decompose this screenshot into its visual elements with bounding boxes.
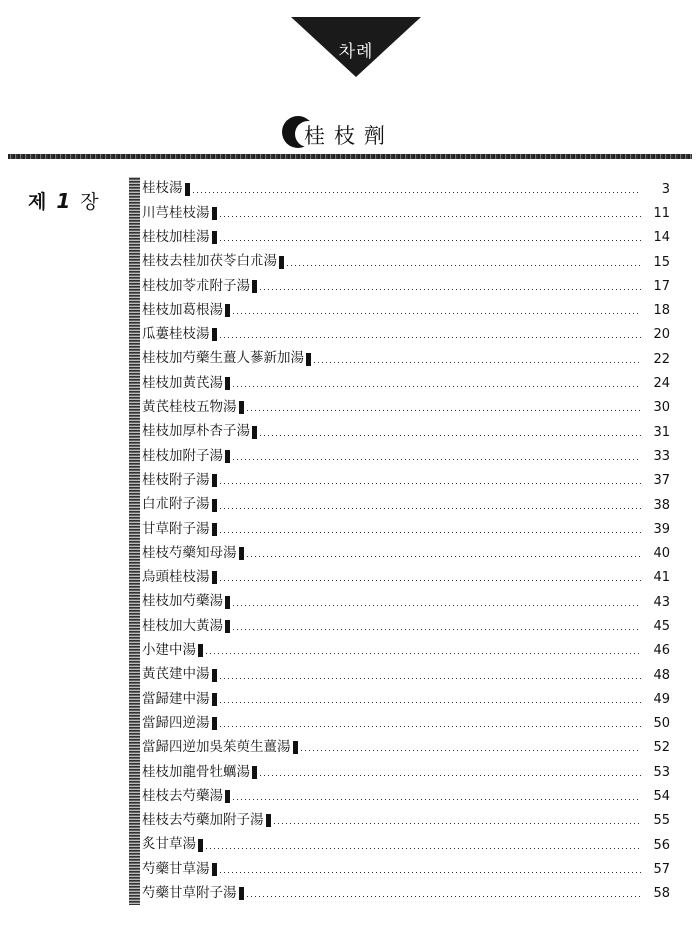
chapter-prefix: 제 (28, 191, 47, 213)
title-end-mark-icon (239, 401, 244, 414)
toc-entry-title-text: 桂枝加附子湯 (142, 447, 223, 464)
toc-entry-title (142, 255, 284, 269)
toc-entry-page: 39 (653, 521, 670, 537)
title-end-mark-icon (212, 693, 217, 706)
title-end-mark-icon (212, 571, 217, 584)
title-end-mark-icon (225, 790, 230, 803)
dot-leader (220, 702, 642, 703)
dot-leader (220, 580, 642, 581)
toc-entry-title-text: 芍藥甘草湯 (142, 860, 210, 877)
toc-entry-title (142, 617, 230, 634)
toc-entry-title-text: 桂枝加厚朴杏子湯 (142, 423, 250, 440)
dot-leader (233, 605, 641, 606)
toc-entry[interactable] (142, 493, 670, 517)
toc-entry[interactable] (142, 784, 670, 808)
toc-entry-title (142, 571, 217, 585)
toc-entry[interactable] (142, 274, 670, 298)
toc-entry-page: 50 (653, 716, 670, 732)
dot-leader (220, 337, 642, 338)
toc-entry-title-text: 瓜蔞桂枝湯 (142, 326, 210, 343)
toc-entry-page: 49 (653, 691, 670, 707)
section-heading (280, 112, 440, 152)
title-end-mark-icon (279, 256, 284, 269)
toc-entry-title (142, 352, 311, 366)
toc-entry-title-text: 甘草附子湯 (142, 520, 210, 537)
toc-entry[interactable] (142, 517, 670, 541)
toc-entry-title (142, 595, 230, 609)
toc-entry[interactable] (142, 639, 670, 663)
toc-entry-title (142, 447, 230, 464)
toc-entry-title-text: 桂枝加黃芪湯 (142, 374, 223, 391)
dot-leader (274, 823, 642, 824)
title-end-mark-icon (212, 328, 217, 341)
toc-entry-page: 54 (653, 789, 670, 805)
toc-entry-title-text: 桂枝芍藥知母湯 (142, 544, 237, 561)
toc-entry[interactable] (142, 250, 670, 274)
toc-entry-page: 37 (653, 473, 670, 489)
toc-entry-title (142, 763, 257, 780)
toc-entry-page: 38 (653, 497, 670, 513)
title-end-mark-icon (198, 644, 203, 657)
title-end-mark-icon (212, 669, 217, 682)
toc-entry-title-text: 川芎桂枝湯 (142, 204, 210, 221)
toc-entry-page: 3 (661, 181, 670, 197)
toc-entry-title-text: 桂枝加大黃湯 (142, 617, 223, 634)
toc-entry[interactable] (142, 566, 670, 590)
title-end-mark-icon (212, 523, 217, 536)
toc-entry[interactable] (142, 857, 670, 881)
title-end-mark-icon (212, 474, 217, 487)
toc-entry-title-text: 桂枝加芍藥湯 (142, 593, 223, 610)
title-end-mark-icon (239, 887, 244, 900)
toc-entry[interactable] (142, 347, 670, 371)
dot-leader (220, 483, 642, 484)
dot-leader (193, 192, 642, 193)
toc-entry-page: 58 (653, 886, 670, 902)
title-end-mark-icon (212, 863, 217, 876)
toc-entry-title-text: 桂枝去桂加茯苓白朮湯 (142, 253, 277, 270)
toc-entry-title-text: 烏頭桂枝湯 (142, 569, 210, 586)
toc-entry-title (142, 690, 217, 707)
title-end-mark-icon (225, 450, 230, 463)
dot-leader (233, 629, 641, 630)
dot-leader (247, 410, 642, 411)
toc-entry-page: 14 (653, 230, 670, 246)
toc-entry-title (142, 328, 217, 342)
toc-entry-title (142, 668, 217, 682)
toc-entry-title (142, 425, 257, 439)
toc-entry-title (142, 471, 217, 488)
toc-entry[interactable] (142, 201, 670, 225)
toc-entry-title (142, 401, 244, 415)
toc-entry-title (142, 644, 203, 658)
title-end-mark-icon (225, 596, 230, 609)
toc-entry-title (142, 838, 203, 852)
toc-entry-title-text: 白朮附子湯 (142, 496, 210, 513)
toc-entry-title (142, 228, 217, 245)
toc-entry-title-text: 桂枝附子湯 (142, 471, 210, 488)
toc-entry-title (142, 182, 190, 196)
title-end-mark-icon (252, 280, 257, 293)
chapter-label (28, 187, 99, 214)
toc-entry-title (142, 498, 217, 512)
toc-entry[interactable] (142, 371, 670, 395)
toc-entry-page: 11 (653, 205, 670, 221)
toc-entry-page: 22 (653, 351, 670, 367)
toc-entry-title (142, 544, 244, 561)
toc-entry[interactable] (142, 590, 670, 614)
section-title: 桂枝劑 (304, 124, 394, 148)
dot-leader (233, 313, 641, 314)
contents-header (291, 17, 421, 77)
toc-entry[interactable] (142, 712, 670, 736)
toc-entry[interactable] (142, 736, 670, 760)
toc-entry[interactable] (142, 882, 670, 906)
dot-leader (233, 799, 641, 800)
toc-entry[interactable] (142, 396, 670, 420)
toc-entry-title-text: 黃芪桂枝五物湯 (142, 399, 237, 416)
title-end-mark-icon (185, 183, 190, 196)
dot-leader (247, 896, 642, 897)
title-end-mark-icon (212, 717, 217, 730)
toc-entry-title (142, 277, 257, 294)
dot-leader (220, 872, 642, 873)
title-end-mark-icon (266, 814, 271, 827)
toc-entry-page: 41 (653, 570, 670, 586)
toc-entry-page: 46 (653, 643, 670, 659)
toc-entry-title (142, 204, 217, 221)
toc-entry-page: 55 (653, 813, 670, 829)
title-end-mark-icon (306, 353, 311, 366)
toc-entry-title-text: 桂枝加芍藥生薑人蔘新加湯 (142, 350, 304, 367)
toc-entry-page: 33 (653, 448, 670, 464)
dot-leader (287, 265, 641, 266)
toc-entry[interactable] (142, 687, 670, 711)
section-divider (8, 154, 692, 159)
toc-entry[interactable] (142, 760, 670, 784)
title-end-mark-icon (225, 377, 230, 390)
toc-entry-title (142, 714, 217, 731)
dot-leader (220, 678, 642, 679)
toc-entry[interactable] (142, 177, 670, 201)
toc-side-bar (129, 177, 140, 905)
toc-entry[interactable] (142, 323, 670, 347)
toc-entry-page: 53 (653, 764, 670, 780)
toc-entry-title-text: 當歸四逆湯 (142, 714, 210, 731)
toc-entry-title-text: 桂枝加苓朮附子湯 (142, 277, 250, 294)
toc-entry-title (142, 301, 230, 318)
toc-entry-page: 18 (653, 303, 670, 319)
dot-leader (220, 216, 642, 217)
toc-entry[interactable] (142, 614, 670, 638)
dot-leader (233, 386, 641, 387)
dot-leader (220, 726, 642, 727)
title-end-mark-icon (239, 547, 244, 560)
toc-entry-page: 57 (653, 861, 670, 877)
title-end-mark-icon (212, 231, 217, 244)
title-end-mark-icon (212, 499, 217, 512)
toc-entry-page: 17 (653, 278, 670, 294)
toc-entry-title (142, 520, 217, 537)
toc-entry-title-text: 桂枝加龍骨牡蠣湯 (142, 763, 250, 780)
dot-leader (206, 848, 641, 849)
toc-entry[interactable] (142, 833, 670, 857)
toc-entry-title-text: 當歸建中湯 (142, 690, 210, 707)
toc-entry-title (142, 887, 244, 901)
toc-entry-title-text: 當歸四逆加吳茱萸生薑湯 (142, 739, 291, 756)
toc-entry-title (142, 741, 298, 755)
toc-entry-title (142, 860, 217, 877)
dot-leader (220, 508, 642, 509)
toc-entry[interactable] (142, 444, 670, 468)
toc-entry-page: 48 (653, 667, 670, 683)
toc-entry-page: 24 (653, 376, 670, 392)
toc-entry-page: 20 (653, 327, 670, 343)
dot-leader (301, 750, 642, 751)
toc-entry[interactable] (142, 809, 670, 833)
toc-entry[interactable] (142, 541, 670, 565)
toc-entry-title-text: 桂枝湯 (142, 180, 183, 197)
title-end-mark-icon (293, 741, 298, 754)
toc-entry-page: 52 (653, 740, 670, 756)
toc-entry-title-text: 桂枝加桂湯 (142, 228, 210, 245)
title-end-mark-icon (225, 304, 230, 317)
title-end-mark-icon (212, 207, 217, 220)
dot-leader (220, 532, 642, 533)
toc-entry-title (142, 374, 230, 391)
toc-entry-title-text: 黃芪建中湯 (142, 666, 210, 683)
dot-leader (247, 556, 642, 557)
toc-entry[interactable] (142, 298, 670, 322)
toc-entry-page: 45 (653, 618, 670, 634)
toc-entry-page: 31 (653, 424, 670, 440)
title-end-mark-icon (252, 426, 257, 439)
toc-entry[interactable] (142, 420, 670, 444)
dot-leader (260, 775, 641, 776)
toc-entry-title-text: 桂枝去芍藥湯 (142, 787, 223, 804)
dot-leader (314, 362, 641, 363)
chapter-number: 1 (56, 189, 71, 213)
toc-entry[interactable] (142, 469, 670, 493)
toc-entry-title-text: 桂枝去芍藥加附子湯 (142, 812, 264, 829)
toc-entry[interactable] (142, 226, 670, 250)
toc-entry-title-text: 炙甘草湯 (142, 836, 196, 853)
toc-list (142, 177, 670, 906)
dot-leader (233, 459, 641, 460)
toc-entry-page: 15 (653, 254, 670, 270)
toc-entry-title-text: 小建中湯 (142, 642, 196, 659)
title-end-mark-icon (198, 839, 203, 852)
toc-entry-page: 43 (653, 594, 670, 610)
dot-leader (260, 289, 641, 290)
toc-entry-page: 40 (653, 546, 670, 562)
toc-entry-page: 30 (653, 400, 670, 416)
toc-entry-title (142, 814, 271, 828)
toc-entry[interactable] (142, 663, 670, 687)
dot-leader (206, 653, 641, 654)
toc-entry-page: 56 (653, 837, 670, 853)
chapter-suffix: 장 (80, 191, 99, 213)
dot-leader (220, 240, 642, 241)
title-end-mark-icon (252, 766, 257, 779)
contents-header-label: 차례 (338, 42, 374, 62)
dot-leader (260, 435, 641, 436)
toc-entry-title (142, 787, 230, 804)
title-end-mark-icon (225, 620, 230, 633)
toc-entry-title-text: 芍藥甘草附子湯 (142, 885, 237, 901)
toc-entry-title-text: 桂枝加葛根湯 (142, 301, 223, 318)
